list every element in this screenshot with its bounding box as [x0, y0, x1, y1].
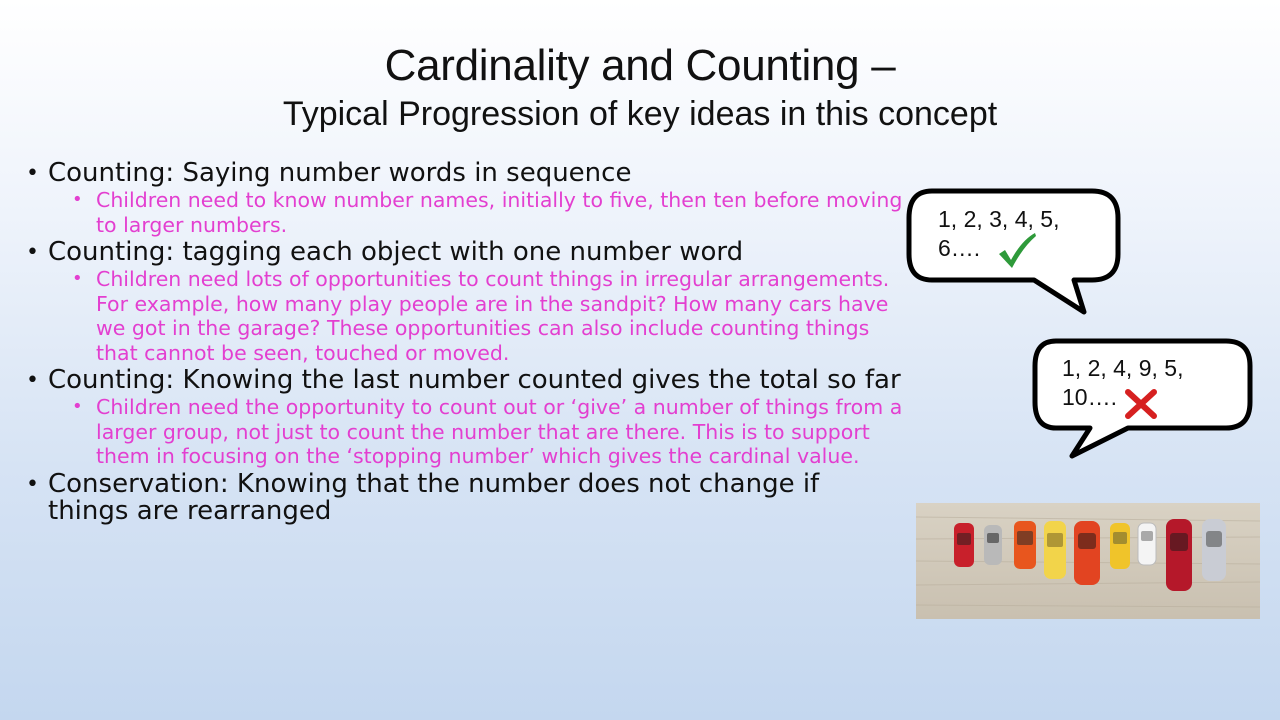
bullet-dot: •: [26, 471, 39, 497]
toy-cars-image: [916, 503, 1260, 619]
speech-bubble-incorrect: [1032, 338, 1254, 462]
bubble-line-1: 1, 2, 3, 4, 5,: [938, 206, 1060, 232]
sub-bullet-dot: •: [72, 396, 83, 417]
bubble-text: [1062, 354, 1183, 412]
bullet-item: [26, 367, 906, 394]
speech-bubble-correct: [906, 188, 1122, 320]
bullet-item: [26, 239, 906, 266]
bubble-line-1: 1, 2, 4, 9, 5,: [1062, 355, 1184, 381]
bubble-line-2-text: 10….: [1062, 384, 1117, 410]
bubble-line-2-text: 6….: [938, 235, 981, 261]
bubble-line-2: [1062, 383, 1183, 412]
bullet-dot: •: [26, 161, 39, 186]
bullet-text: Counting: tagging each object with one number word: [48, 237, 744, 267]
bullet-list: [26, 160, 906, 525]
bullet-dot: •: [26, 368, 39, 393]
bullet-item: [26, 468, 906, 526]
sub-bullet-text: Children need lots of opportunities to count things in irregular arrangements. For example, how many play people are in the sandpit? How many cars have we got in the garage? These opportunities can also include counting things that cannot be seen, touched or moved.: [96, 267, 890, 365]
sub-bullet-item: [72, 267, 906, 365]
bullet-text: Counting: Knowing the last number counted gives the total so far: [48, 365, 901, 395]
bullet-group-1: [26, 160, 906, 237]
bullet-item: [26, 160, 906, 187]
sub-bullet-dot: •: [72, 268, 83, 289]
slide-title: [0, 40, 1280, 136]
title-line-2: Typical Progression of key ideas in this concept: [282, 95, 998, 133]
sub-bullet-dot: •: [72, 189, 83, 210]
bullet-group-2: [26, 239, 906, 365]
sub-bullet-text: Children need the opportunity to count out or ‘give’ a number of things from a larger group, not just to count the number that are there. This is to support them in focusing on the ‘stopping number’ which gives the cardinal value.: [96, 395, 903, 468]
sub-bullet-text: Children need to know number names, initially to five, then ten before moving to larger numbers.: [96, 188, 903, 237]
title-line-1: Cardinality and Counting –: [384, 41, 896, 90]
bullet-dot: •: [26, 240, 39, 265]
bullet-group-3: [26, 367, 906, 469]
toy-cars-photo: [916, 503, 1260, 619]
sub-bullet-item: [72, 395, 906, 469]
bullet-text: Counting: Saying number words in sequence: [48, 158, 632, 188]
bullet-group-4: [26, 468, 906, 526]
bullet-text: Conservation: Knowing that the number does not change if things are rearranged: [48, 468, 820, 526]
check-icon: [996, 230, 1038, 270]
sub-bullet-item: [72, 188, 906, 237]
cross-icon: [1124, 388, 1158, 420]
